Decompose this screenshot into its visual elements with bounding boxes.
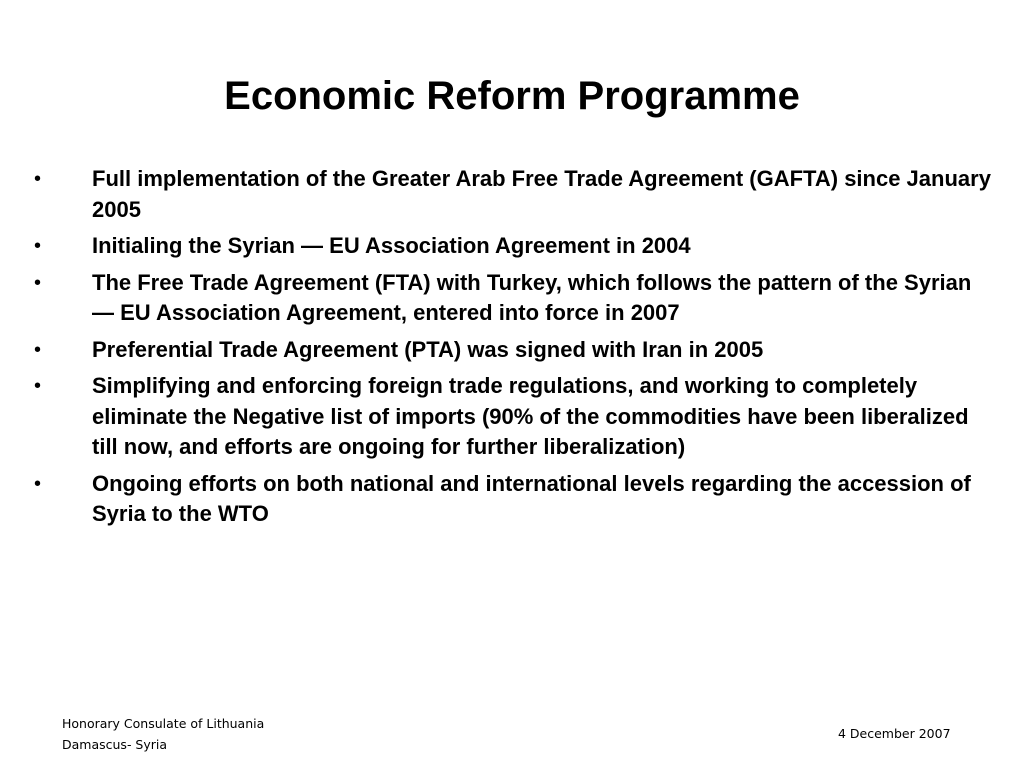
bullet-item bbox=[0, 335, 1024, 366]
bullet-dot-icon: • bbox=[34, 338, 42, 361]
bullet-item bbox=[0, 371, 1024, 463]
bullet-dot-icon: • bbox=[34, 235, 42, 257]
bullet-item bbox=[0, 231, 1024, 262]
bullet-list bbox=[0, 164, 1024, 536]
bullet-item bbox=[0, 268, 1024, 329]
bullet-dot-icon: • bbox=[34, 271, 42, 294]
footer-org-line2: Damascus- Syria bbox=[62, 737, 168, 752]
bullet-dot-icon: • bbox=[34, 472, 42, 495]
bullet-text: Simplifying and enforcing foreign trade regulations, and working to completely eliminate the Negative list of imports (90% of the commodities have been liberalized till now, and efforts are ongoing for further liberalization) bbox=[92, 373, 969, 459]
bullet-item bbox=[0, 469, 1024, 530]
slide-title: Economic Reform Programme bbox=[224, 74, 800, 118]
bullet-text: Preferential Trade Agreement (PTA) was signed with Iran in 2005 bbox=[92, 336, 764, 362]
bullet-item bbox=[0, 164, 1024, 225]
bullet-text: Initialing the Syrian — EU Association Agreement in 2004 bbox=[92, 233, 691, 258]
footer-org-line1: Honorary Consulate of Lithuania bbox=[62, 716, 265, 731]
footer-date: 4 December 2007 bbox=[838, 726, 951, 741]
bullet-text: Full implementation of the Greater Arab Free Trade Agreement (GAFTA) since January 2005 bbox=[92, 166, 991, 222]
bullet-text: Ongoing efforts on both national and international levels regarding the accession of Syria to the WTO bbox=[92, 470, 971, 526]
footer-organization bbox=[62, 713, 264, 755]
bullet-dot-icon: • bbox=[34, 168, 42, 190]
bullet-text: The Free Trade Agreement (FTA) with Turkey, which follows the pattern of the Syrian — EU Association Agreement, entered into force in 2007 bbox=[92, 269, 972, 325]
bullet-dot-icon: • bbox=[34, 375, 42, 397]
